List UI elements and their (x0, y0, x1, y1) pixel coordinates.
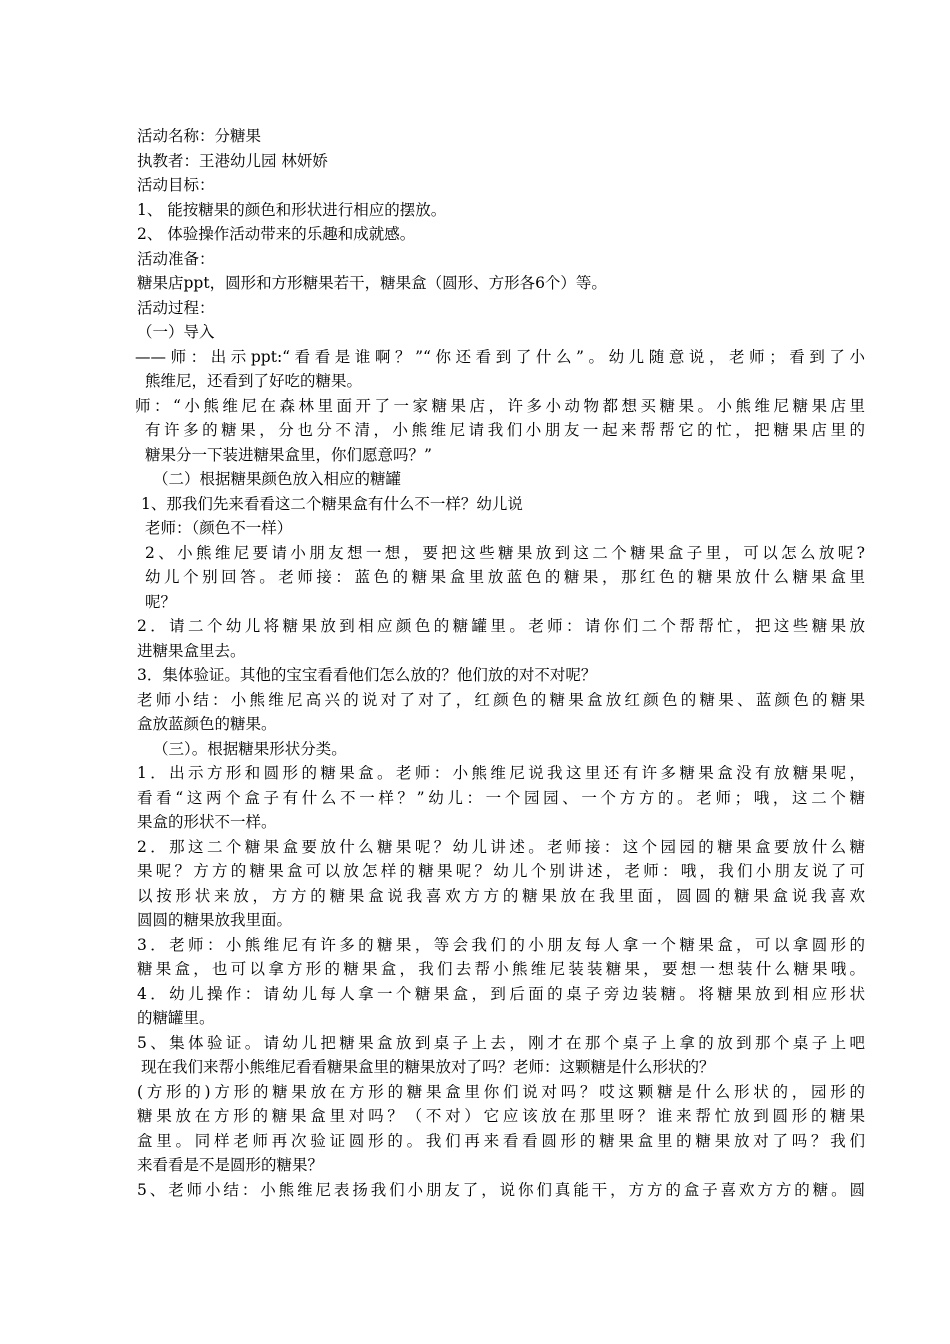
paragraph-line: 盒放蓝颜色的糖果。 (137, 715, 277, 733)
paragraph-line: 熊维尼，还看到了好吃的糖果。 (145, 372, 363, 390)
paragraph-line: 糖果盒，也可以拿方形的糖果盒，我们去帮小熊维尼装装糖果，要想一想装什么糖果哦。 (137, 960, 865, 978)
paragraph-line: 有许多的糖果，分也分不清，小熊维尼请我们小朋友一起来帮帮它的忙，把糖果店里的 (145, 421, 865, 439)
paragraph-line: 1、那我们先来看看这二个糖果盒有什么不一样？幼儿说 (141, 494, 523, 513)
paragraph-line: 果盒的形状不一样。 (137, 813, 277, 831)
paragraph-line: 3．老师：小熊维尼有许多的糖果，等会我们的小朋友每人拿一个糖果盒，可以拿圆形的 (137, 935, 865, 954)
paragraph-line: 4．幼儿操作：请幼儿每人拿一个糖果盒，到后面的桌子旁边装糖。将糖果放到相应形状 (137, 984, 865, 1003)
paragraph-line: 呢？ (145, 592, 177, 611)
paragraph-line: 现在我们来帮小熊维尼看看糖果盒里的糖果放对了吗？老师：这颗糖是什么形状的？ (141, 1058, 715, 1076)
paragraph-line: 看看“这两个盒子有什么不一样？”幼儿：一个园园、一个方方的。老师；哦，这二个糖 (137, 788, 865, 807)
paragraph-line: 的糖罐里。 (137, 1009, 215, 1027)
paragraph-line: 老师小结：小熊维尼高兴的说对了对了，红颜色的糖果盒放红颜色的糖果、蓝颜色的糖果 (137, 690, 865, 709)
paragraph-line: 5、老师小结：小熊维尼表扬我们小朋友了，说你们真能干，方方的盒子喜欢方方的糖。圆 (137, 1180, 865, 1199)
paragraph-line: 幼儿个别回答。老师接：蓝色的糖果盒里放蓝色的糖果，那红色的糖果放什么糖果盒里 (145, 568, 865, 586)
section-heading: （三）。根据糖果形状分类。 (153, 739, 347, 758)
goal-item: 1、 能按糖果的颜色和形状进行相应的摆放。 (137, 200, 447, 219)
paragraph-line: 1．出示方形和圆形的糖果盒。老师：小熊维尼说我这里还有许多糖果盒没有放糖果呢， (137, 764, 865, 782)
goals-heading: 活动目标： (137, 176, 215, 194)
paragraph-line: ——师：出示ppt:“看看是谁啊？”“你还看到了什么”。幼儿随意说，老师；看到了小 (135, 347, 865, 366)
process-heading: 活动过程： (137, 298, 215, 317)
paragraph-line: 糖果放在方形的糖果盒里对吗？（不对）它应该放在那里呀？谁来帮忙放到圆形的糖果 (137, 1107, 865, 1125)
paragraph-line: 师：“小熊维尼在森林里面开了一家糖果店，许多小动物都想买糖果。小熊维尼糖果店里 (135, 396, 865, 415)
paragraph-line: 糖果分一下装进糖果盒里，你们愿意吗？” (145, 445, 432, 464)
activity-name: 活动名称：分糖果 (137, 127, 262, 145)
paragraph-line: 盒里。同样老师再次验证圆形的。我们再来看看圆形的糖果盒里的糖果放对了吗？我们 (137, 1131, 865, 1150)
paragraph-line: 2．请二个幼儿将糖果放到相应颜色的糖罐里。老师：请你们二个帮帮忙，把这些糖果放 (137, 617, 865, 635)
paragraph-line: 2．那这二个糖果盒要放什么糖果呢？幼儿讲述。老师接：这个园园的糖果盒要放什么糖 (137, 837, 865, 856)
document-body (137, 124, 865, 1202)
section-heading: （二）根据糖果颜色放入相应的糖罐 (153, 470, 402, 488)
paragraph-line: 5、集体验证。请幼儿把糖果盒放到桌子上去，刚才在那个桌子上拿的放到那个桌子上吧 (137, 1033, 865, 1052)
preparation-text: 糖果店ppt，圆形和方形糖果若干，糖果盒（圆形、方形各6个）等。 (137, 274, 607, 292)
paragraph-line: 来看看是不是圆形的糖果？ (137, 1156, 324, 1174)
paragraph-line: 以按形状来放，方方的糖果盒说我喜欢方方的糖果放在我里面，圆圆的糖果盒说我喜欢 (137, 886, 865, 905)
paragraph-line: (方形的)方形的糖果放在方形的糖果盒里你们说对吗？哎这颗糖是什么形状的，园形的 (137, 1082, 865, 1101)
paragraph-line: 老师：（颜色不一样） (145, 519, 293, 537)
paragraph-line: 进糖果盒里去。 (137, 641, 246, 660)
preparation-heading: 活动准备： (137, 249, 215, 268)
section-heading: （一）导入 (137, 323, 215, 341)
paragraph-line: 2、小熊维尼要请小朋友想一想，要把这些糖果放到这二个糖果盒子里，可以怎么放呢? (145, 543, 865, 562)
paragraph-line: 果呢？方方的糖果盒可以放怎样的糖果呢？幼儿个别讲述，老师：哦，我们小朋友说了可 (137, 862, 865, 880)
goal-item: 2、 体验操作活动带来的乐趣和成就感。 (137, 225, 416, 243)
paragraph-line: 圆圆的糖果放我里面。 (137, 911, 293, 929)
teacher-info: 执教者：王港幼儿园 林妍娇 (137, 151, 328, 170)
paragraph-line: 3．集体验证。其他的宝宝看看他们怎么放的？他们放的对不对呢？ (137, 666, 597, 684)
